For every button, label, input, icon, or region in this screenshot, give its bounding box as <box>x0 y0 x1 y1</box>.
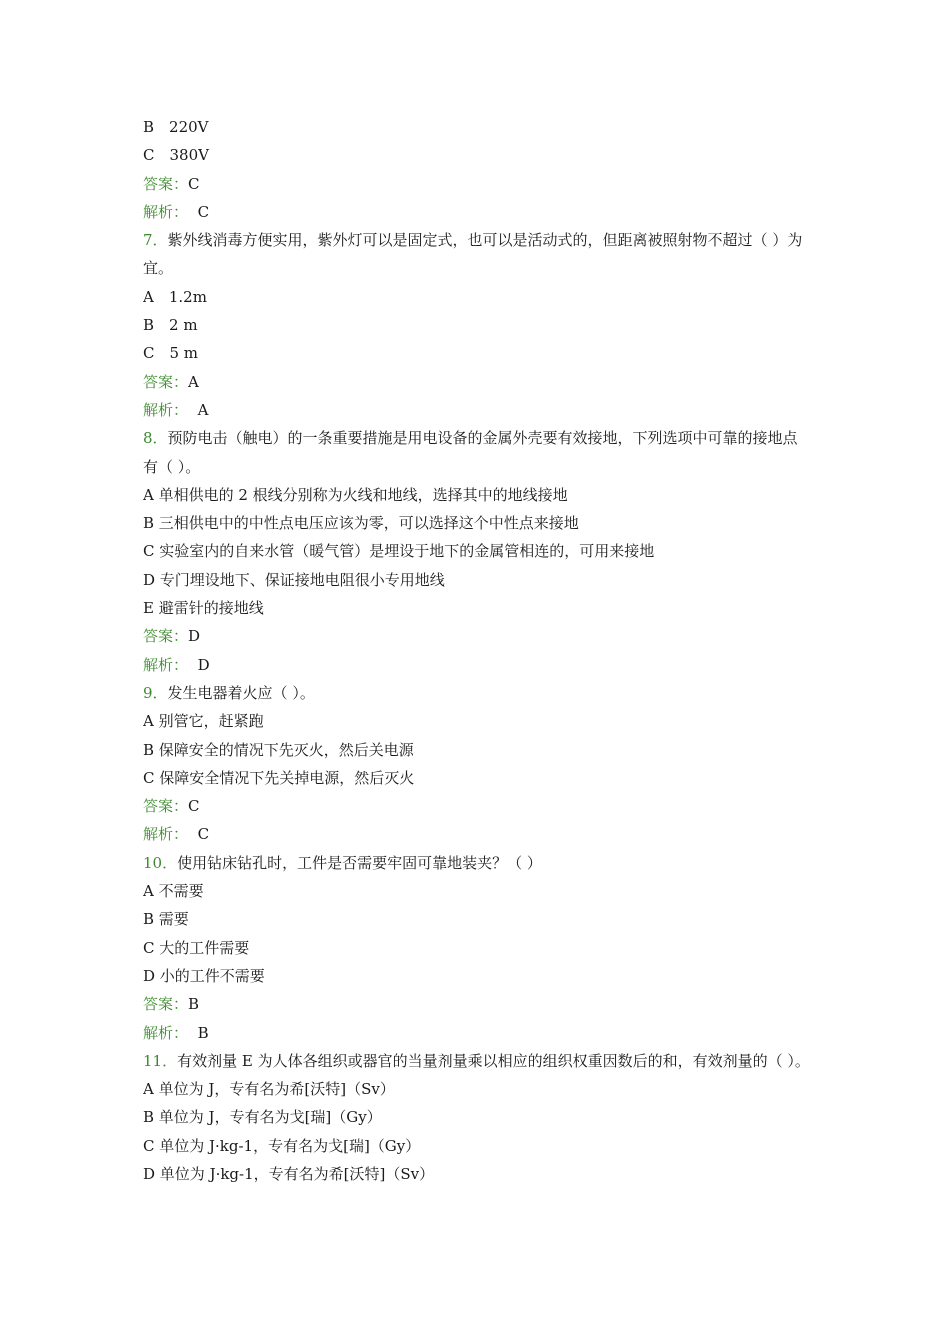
question-10 <box>143 849 811 1047</box>
answer-label: 答案： <box>143 372 189 391</box>
analysis-line <box>143 820 811 848</box>
analysis-line <box>143 651 811 679</box>
answer-label: 答案： <box>143 174 189 193</box>
analysis-line <box>143 396 811 424</box>
answer-label: 答案： <box>143 797 189 816</box>
option-a: A 别管它，赶紧跑 <box>143 712 264 731</box>
question-body: 使用钻床钻孔时，工件是否需要牢固可靠地装夹？（ ） <box>177 853 542 872</box>
analysis-label: 解析： <box>143 1023 189 1042</box>
answer-label: 答案： <box>143 627 189 646</box>
option-d: D 单位为 J·kg-1，专有名为希[沃特]（Sv） <box>143 1164 435 1183</box>
option-b: B 保障安全的情况下先灭火，然后关电源 <box>143 740 414 759</box>
option-b: B 220V <box>143 118 209 136</box>
option-a: A 1.2m <box>143 287 207 306</box>
question-number: 8． <box>143 429 168 448</box>
question-body: 紫外线消毒方便实用，紫外灯可以是固定式，也可以是活动式的，但距离被照射物不超过（ ）为宜。 <box>143 231 803 278</box>
analysis-line <box>143 1019 811 1047</box>
answer-line <box>143 990 811 1018</box>
question-body: 有效剂量 E 为人体各组织或器官的当量剂量乘以相应的组织权重因数后的和，有效剂量的（ ）。 <box>177 1051 810 1070</box>
option-d: D 小的工件不需要 <box>143 966 265 985</box>
answer-value: B <box>188 995 200 1014</box>
question-text <box>143 424 811 481</box>
analysis-label: 解析： <box>143 202 189 221</box>
question-number: 11． <box>143 1051 178 1070</box>
question-text <box>143 679 811 707</box>
question-8 <box>143 424 811 679</box>
option-c: C 单位为 J·kg-1，专有名为戈[瑞]（Gy） <box>143 1136 421 1155</box>
answer-value: C <box>188 797 200 816</box>
option-b: B 需要 <box>143 910 189 929</box>
answer-label: 答案： <box>143 995 189 1014</box>
question-number: 9． <box>143 683 168 702</box>
option-a: A 不需要 <box>143 882 204 901</box>
question-text <box>143 226 811 283</box>
question-9 <box>143 679 811 849</box>
analysis-value: C <box>197 825 210 844</box>
analysis-label: 解析： <box>143 400 189 419</box>
question-body: 预防电击（触电）的一条重要措施是用电设备的金属外壳要有效接地，下列选项中可靠的接地点有（ ）。 <box>143 429 798 476</box>
question-7 <box>143 226 811 424</box>
question-text <box>143 1047 811 1075</box>
answer-line <box>143 792 811 820</box>
question-text <box>143 849 811 877</box>
question-11 <box>143 1047 811 1188</box>
answer-line <box>143 368 811 396</box>
option-e: E 避雷针的接地线 <box>143 599 264 618</box>
option-c: C 大的工件需要 <box>143 938 250 957</box>
analysis-label: 解析： <box>143 825 189 844</box>
option-a: A 单位为 J，专有名为希[沃特]（Sv） <box>143 1080 395 1099</box>
analysis-value: B <box>197 1023 209 1042</box>
analysis-label: 解析： <box>143 655 189 674</box>
option-b: B 2 m <box>143 316 198 335</box>
question-body: 发生电器着火应（ ）。 <box>167 683 315 702</box>
option-c: C 5 m <box>143 344 199 363</box>
analysis-line <box>143 198 811 226</box>
analysis-value: A <box>197 400 209 419</box>
question-6-tail <box>143 113 811 226</box>
analysis-value: D <box>197 655 210 674</box>
answer-value: A <box>188 372 199 391</box>
option-b: B 单位为 J，专有名为戈[瑞]（Gy） <box>143 1108 382 1127</box>
option-c: C 380V <box>143 146 209 165</box>
option-c: C 保障安全情况下先关掉电源，然后灭火 <box>143 768 415 787</box>
option-b: B 三相供电中的中性点电压应该为零，可以选择这个中性点来接地 <box>143 514 579 533</box>
answer-line <box>143 170 811 198</box>
analysis-value: C <box>197 202 210 221</box>
option-d: D 专门埋设地下、保证接地电阻很小专用地线 <box>143 570 445 589</box>
option-c: C 实验室内的自来水管（暖气管）是埋设于地下的金属管相连的，可用来接地 <box>143 542 655 561</box>
question-number: 10． <box>143 853 178 872</box>
option-a: A 单相供电的 2 根线分别称为火线和地线，选择其中的地线接地 <box>143 485 568 504</box>
answer-value: D <box>188 627 201 646</box>
question-number: 7． <box>143 231 168 250</box>
answer-value: C <box>188 174 200 193</box>
document-page <box>143 113 811 1188</box>
answer-line <box>143 622 811 650</box>
